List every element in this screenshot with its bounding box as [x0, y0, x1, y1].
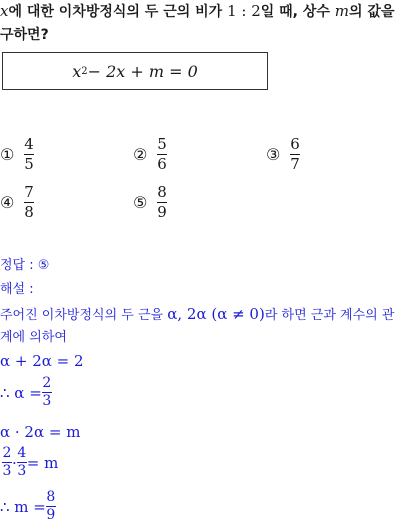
- step-result: [0, 490, 56, 523]
- option-fraction: [290, 136, 300, 173]
- numerator: 6: [290, 135, 300, 153]
- denominator: 9: [46, 507, 56, 523]
- denominator: 5: [24, 155, 34, 173]
- numerator: 4: [24, 135, 34, 153]
- denominator: 3: [42, 393, 52, 409]
- question-line-1: [0, 2, 394, 21]
- denominator: 6: [157, 155, 167, 173]
- step-substitute-fraction-1: [2, 446, 12, 479]
- numerator: 5: [157, 135, 167, 153]
- step-sum: α + 2α = 2: [0, 352, 84, 370]
- question-text-b: 일 때, 상수: [260, 4, 335, 20]
- numerator: 8: [46, 489, 56, 505]
- denominator: 3: [2, 463, 12, 479]
- step-result-fraction: [46, 490, 56, 523]
- option-fraction: [24, 136, 34, 173]
- numerator: 4: [17, 445, 27, 461]
- option-fraction: [157, 136, 167, 173]
- numerator: 8: [157, 183, 167, 201]
- option-5[interactable]: [133, 184, 167, 221]
- option-3[interactable]: [266, 136, 300, 173]
- numerator: 7: [24, 183, 34, 201]
- explanation-text-b: 라 하면 근과 계수의 관: [264, 308, 395, 323]
- option-marker: ③: [266, 145, 281, 164]
- explanation-text-a: 주어진 이차방정식의 두 근을: [0, 308, 168, 323]
- numerator: 2: [2, 445, 12, 461]
- ratio: 1 : 2: [227, 2, 261, 20]
- option-2[interactable]: [133, 136, 167, 173]
- step-alpha-fraction: [42, 376, 52, 409]
- equation-rest: − 2x + m = 0: [87, 61, 198, 81]
- option-fraction: [24, 184, 34, 221]
- step-substitute: [2, 446, 58, 479]
- explanation-line-2: 계에 의하여: [0, 330, 67, 345]
- variable-m: m: [334, 2, 350, 20]
- option-marker: ②: [133, 145, 148, 164]
- explanation-line-1: [0, 305, 394, 325]
- question-line-2: 구하면?: [0, 27, 49, 43]
- option-marker: ⑤: [133, 193, 148, 212]
- option-marker: ①: [0, 145, 15, 164]
- denominator: 7: [290, 155, 300, 173]
- step-alpha: [0, 376, 52, 409]
- step-result-prefix: ∴ m =: [0, 497, 46, 516]
- option-fraction: [157, 184, 167, 221]
- multiply-dot: ·: [12, 453, 17, 472]
- answer-label: 정답 : ⑤: [0, 258, 50, 273]
- denominator: 8: [24, 203, 34, 221]
- step-substitute-suffix: = m: [26, 453, 59, 472]
- denominator: 3: [17, 463, 27, 479]
- explanation-label: 해설 :: [0, 282, 34, 297]
- question-text-a: 에 대한 이차방정식의 두 근의 비가: [8, 4, 228, 20]
- option-marker: ④: [0, 193, 15, 212]
- option-1[interactable]: [0, 136, 34, 173]
- option-4[interactable]: [0, 184, 34, 221]
- step-substitute-fraction-2: [17, 446, 27, 479]
- equation-exponent: 2: [81, 65, 88, 77]
- question-text-c: 의 값을: [349, 4, 395, 20]
- equation-x: x: [72, 61, 82, 81]
- step-product: α · 2α = m: [0, 423, 81, 441]
- denominator: 9: [157, 203, 167, 221]
- equation-box: [2, 52, 268, 90]
- explanation-roots: α, 2α (α ≠ 0): [167, 305, 265, 323]
- step-alpha-prefix: ∴ α =: [0, 383, 42, 402]
- variable-x: x: [0, 2, 9, 20]
- numerator: 2: [42, 375, 52, 391]
